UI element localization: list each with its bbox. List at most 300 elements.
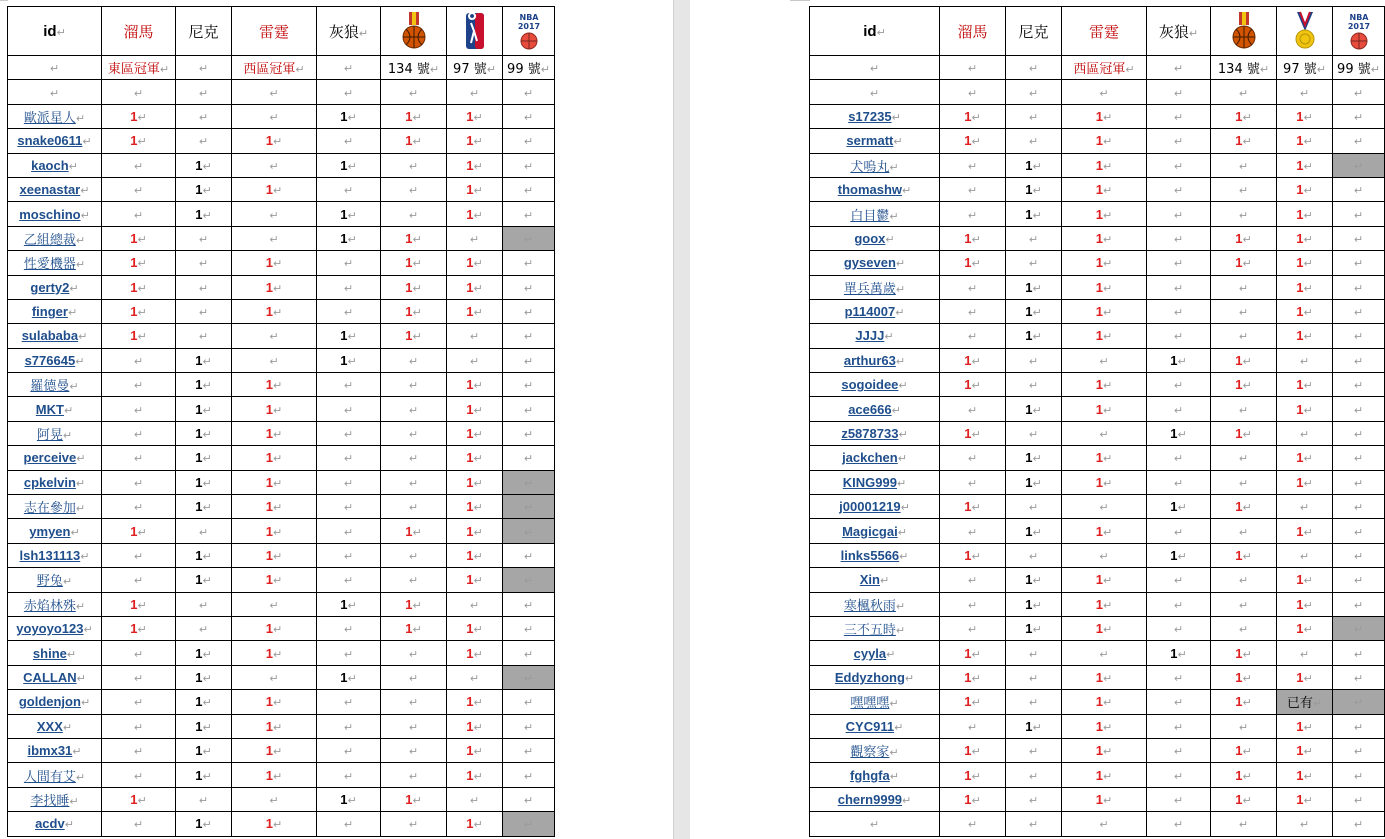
vote-cell[interactable] bbox=[176, 177, 232, 201]
vote-cell[interactable] bbox=[381, 348, 447, 372]
vote-cell[interactable] bbox=[1211, 324, 1277, 348]
vote-cell[interactable] bbox=[232, 470, 317, 494]
vote-cell[interactable] bbox=[503, 446, 555, 470]
vote-cell[interactable] bbox=[1006, 177, 1062, 201]
user-id-cell[interactable] bbox=[8, 665, 102, 689]
vote-cell[interactable] bbox=[1062, 641, 1147, 665]
vote-cell[interactable] bbox=[381, 812, 447, 836]
vote-cell[interactable] bbox=[1333, 738, 1385, 762]
vote-cell[interactable] bbox=[317, 592, 381, 616]
vote-cell[interactable] bbox=[1062, 177, 1147, 201]
vote-cell[interactable] bbox=[940, 251, 1006, 275]
vote-cell[interactable] bbox=[503, 738, 555, 762]
vote-cell[interactable] bbox=[381, 470, 447, 494]
vote-cell[interactable] bbox=[232, 104, 317, 128]
vote-cell[interactable] bbox=[1006, 251, 1062, 275]
vote-cell[interactable] bbox=[176, 519, 232, 543]
vote-cell[interactable] bbox=[176, 812, 232, 836]
vote-cell[interactable] bbox=[1006, 812, 1062, 836]
vote-cell[interactable] bbox=[176, 690, 232, 714]
vote-cell[interactable] bbox=[1062, 592, 1147, 616]
vote-cell[interactable] bbox=[1333, 421, 1385, 445]
vote-cell[interactable] bbox=[447, 568, 503, 592]
vote-cell[interactable] bbox=[503, 543, 555, 567]
user-id-cell[interactable] bbox=[8, 177, 102, 201]
vote-cell[interactable] bbox=[232, 275, 317, 299]
vote-cell[interactable] bbox=[447, 763, 503, 787]
vote-cell[interactable] bbox=[176, 787, 232, 811]
vote-cell[interactable] bbox=[317, 299, 381, 323]
vote-cell[interactable] bbox=[102, 373, 176, 397]
vote-cell[interactable] bbox=[102, 470, 176, 494]
vote-cell[interactable] bbox=[176, 129, 232, 153]
vote-cell[interactable] bbox=[1147, 226, 1211, 250]
vote-cell[interactable] bbox=[447, 616, 503, 640]
vote-cell[interactable] bbox=[1006, 397, 1062, 421]
vote-cell[interactable] bbox=[1147, 519, 1211, 543]
vote-cell[interactable] bbox=[1211, 690, 1277, 714]
user-id-cell[interactable] bbox=[810, 787, 940, 811]
user-id-cell[interactable] bbox=[810, 348, 940, 372]
vote-cell[interactable] bbox=[503, 251, 555, 275]
vote-cell[interactable] bbox=[176, 299, 232, 323]
prediction-table-left[interactable] bbox=[7, 6, 555, 837]
user-id-cell[interactable] bbox=[8, 397, 102, 421]
vote-cell[interactable] bbox=[1333, 153, 1385, 177]
vote-cell[interactable] bbox=[447, 80, 503, 104]
user-id-cell[interactable] bbox=[8, 787, 102, 811]
vote-cell[interactable] bbox=[1333, 665, 1385, 689]
vote-cell[interactable] bbox=[176, 421, 232, 445]
vote-cell[interactable] bbox=[1062, 812, 1147, 836]
user-id-cell[interactable] bbox=[810, 738, 940, 762]
vote-cell[interactable] bbox=[503, 690, 555, 714]
vote-cell[interactable] bbox=[317, 421, 381, 445]
vote-cell[interactable] bbox=[1147, 812, 1211, 836]
vote-cell[interactable] bbox=[232, 226, 317, 250]
user-id-cell[interactable] bbox=[8, 592, 102, 616]
vote-cell[interactable] bbox=[232, 714, 317, 738]
vote-cell[interactable] bbox=[102, 324, 176, 348]
vote-cell[interactable] bbox=[447, 202, 503, 226]
vote-cell[interactable] bbox=[1211, 812, 1277, 836]
vote-cell[interactable] bbox=[447, 324, 503, 348]
vote-cell[interactable] bbox=[381, 202, 447, 226]
vote-cell[interactable] bbox=[1277, 373, 1333, 397]
user-id-cell[interactable] bbox=[810, 275, 940, 299]
vote-cell[interactable] bbox=[1062, 348, 1147, 372]
vote-cell[interactable] bbox=[176, 763, 232, 787]
vote-cell[interactable] bbox=[1062, 714, 1147, 738]
vote-cell[interactable] bbox=[381, 251, 447, 275]
user-id-cell[interactable] bbox=[8, 226, 102, 250]
vote-cell[interactable] bbox=[503, 421, 555, 445]
user-id-cell[interactable] bbox=[810, 129, 940, 153]
vote-cell[interactable] bbox=[940, 665, 1006, 689]
vote-cell[interactable] bbox=[381, 568, 447, 592]
prediction-table-right[interactable] bbox=[809, 6, 1385, 837]
vote-cell[interactable] bbox=[317, 275, 381, 299]
vote-cell[interactable] bbox=[1277, 129, 1333, 153]
vote-cell[interactable] bbox=[940, 80, 1006, 104]
vote-cell[interactable] bbox=[1147, 421, 1211, 445]
vote-cell[interactable] bbox=[1062, 470, 1147, 494]
vote-cell[interactable] bbox=[381, 226, 447, 250]
user-id-cell[interactable] bbox=[810, 177, 940, 201]
vote-cell[interactable] bbox=[102, 251, 176, 275]
vote-cell[interactable] bbox=[317, 763, 381, 787]
vote-cell[interactable] bbox=[232, 153, 317, 177]
vote-cell[interactable] bbox=[381, 543, 447, 567]
user-id-cell[interactable] bbox=[8, 641, 102, 665]
vote-cell[interactable] bbox=[447, 104, 503, 128]
vote-cell[interactable] bbox=[176, 568, 232, 592]
vote-cell[interactable] bbox=[232, 129, 317, 153]
vote-cell[interactable] bbox=[940, 275, 1006, 299]
vote-cell[interactable] bbox=[1062, 202, 1147, 226]
user-id-cell[interactable] bbox=[8, 714, 102, 738]
vote-cell[interactable] bbox=[381, 177, 447, 201]
vote-cell[interactable] bbox=[940, 446, 1006, 470]
vote-cell[interactable] bbox=[176, 153, 232, 177]
vote-cell[interactable] bbox=[1277, 495, 1333, 519]
vote-cell[interactable] bbox=[940, 738, 1006, 762]
vote-cell[interactable] bbox=[1062, 397, 1147, 421]
vote-cell[interactable] bbox=[940, 763, 1006, 787]
vote-cell[interactable] bbox=[1277, 446, 1333, 470]
vote-cell[interactable] bbox=[1006, 324, 1062, 348]
user-id-cell[interactable] bbox=[8, 202, 102, 226]
vote-cell[interactable] bbox=[503, 470, 555, 494]
vote-cell[interactable] bbox=[1277, 80, 1333, 104]
vote-cell[interactable] bbox=[1062, 299, 1147, 323]
vote-cell[interactable] bbox=[232, 568, 317, 592]
vote-cell[interactable] bbox=[1211, 80, 1277, 104]
vote-cell[interactable] bbox=[232, 324, 317, 348]
vote-cell[interactable] bbox=[381, 690, 447, 714]
vote-cell[interactable] bbox=[940, 519, 1006, 543]
vote-cell[interactable] bbox=[1277, 104, 1333, 128]
vote-cell[interactable] bbox=[1006, 421, 1062, 445]
vote-cell[interactable] bbox=[317, 153, 381, 177]
vote-cell[interactable] bbox=[102, 397, 176, 421]
vote-cell[interactable] bbox=[1147, 714, 1211, 738]
vote-cell[interactable] bbox=[1147, 592, 1211, 616]
vote-cell[interactable] bbox=[940, 592, 1006, 616]
vote-cell[interactable] bbox=[940, 104, 1006, 128]
vote-cell[interactable] bbox=[940, 299, 1006, 323]
user-id-cell[interactable] bbox=[810, 690, 940, 714]
vote-cell[interactable] bbox=[1277, 421, 1333, 445]
user-id-cell[interactable] bbox=[8, 421, 102, 445]
vote-cell[interactable] bbox=[1333, 641, 1385, 665]
vote-cell[interactable] bbox=[1147, 153, 1211, 177]
vote-cell[interactable] bbox=[1211, 348, 1277, 372]
vote-cell[interactable] bbox=[1062, 690, 1147, 714]
vote-cell[interactable] bbox=[1147, 129, 1211, 153]
vote-cell[interactable] bbox=[503, 202, 555, 226]
vote-cell[interactable] bbox=[447, 714, 503, 738]
vote-cell[interactable] bbox=[317, 738, 381, 762]
vote-cell[interactable] bbox=[176, 738, 232, 762]
vote-cell[interactable] bbox=[940, 348, 1006, 372]
vote-cell[interactable] bbox=[176, 543, 232, 567]
vote-cell[interactable] bbox=[176, 348, 232, 372]
user-id-cell[interactable] bbox=[810, 519, 940, 543]
vote-cell[interactable] bbox=[1147, 641, 1211, 665]
vote-cell[interactable] bbox=[1211, 787, 1277, 811]
vote-cell[interactable] bbox=[503, 80, 555, 104]
vote-cell[interactable] bbox=[102, 616, 176, 640]
vote-cell[interactable] bbox=[1277, 568, 1333, 592]
vote-cell[interactable] bbox=[232, 373, 317, 397]
vote-cell[interactable] bbox=[1211, 397, 1277, 421]
vote-cell[interactable] bbox=[1333, 299, 1385, 323]
vote-cell[interactable] bbox=[176, 251, 232, 275]
vote-cell[interactable] bbox=[503, 763, 555, 787]
vote-cell[interactable] bbox=[503, 714, 555, 738]
vote-cell[interactable] bbox=[1277, 226, 1333, 250]
vote-cell[interactable] bbox=[1333, 80, 1385, 104]
vote-cell[interactable] bbox=[232, 80, 317, 104]
vote-cell[interactable] bbox=[1006, 275, 1062, 299]
user-id-cell[interactable] bbox=[810, 251, 940, 275]
vote-cell[interactable] bbox=[1147, 568, 1211, 592]
vote-cell[interactable] bbox=[381, 763, 447, 787]
vote-cell[interactable] bbox=[317, 543, 381, 567]
vote-cell[interactable] bbox=[381, 129, 447, 153]
vote-cell[interactable] bbox=[317, 787, 381, 811]
vote-cell[interactable] bbox=[1333, 495, 1385, 519]
vote-cell[interactable] bbox=[232, 421, 317, 445]
vote-cell[interactable] bbox=[1333, 348, 1385, 372]
vote-cell[interactable] bbox=[232, 202, 317, 226]
vote-cell[interactable] bbox=[1006, 129, 1062, 153]
vote-cell[interactable] bbox=[381, 373, 447, 397]
vote-cell[interactable] bbox=[102, 446, 176, 470]
vote-cell[interactable] bbox=[503, 397, 555, 421]
vote-cell[interactable] bbox=[447, 251, 503, 275]
vote-cell[interactable] bbox=[1062, 153, 1147, 177]
vote-cell[interactable] bbox=[1277, 763, 1333, 787]
user-id-cell[interactable] bbox=[8, 470, 102, 494]
user-id-cell[interactable] bbox=[810, 397, 940, 421]
vote-cell[interactable] bbox=[503, 373, 555, 397]
vote-cell[interactable] bbox=[1062, 738, 1147, 762]
user-id-cell[interactable] bbox=[810, 446, 940, 470]
user-id-cell[interactable] bbox=[8, 495, 102, 519]
vote-cell[interactable] bbox=[381, 446, 447, 470]
vote-cell[interactable] bbox=[940, 324, 1006, 348]
vote-cell[interactable] bbox=[317, 80, 381, 104]
vote-cell[interactable] bbox=[1333, 129, 1385, 153]
vote-cell[interactable] bbox=[940, 202, 1006, 226]
vote-cell[interactable] bbox=[940, 787, 1006, 811]
vote-cell[interactable] bbox=[1211, 763, 1277, 787]
vote-cell[interactable] bbox=[381, 641, 447, 665]
vote-cell[interactable] bbox=[232, 348, 317, 372]
vote-cell[interactable] bbox=[1006, 690, 1062, 714]
vote-cell[interactable] bbox=[940, 373, 1006, 397]
user-id-cell[interactable] bbox=[810, 226, 940, 250]
vote-cell[interactable] bbox=[447, 226, 503, 250]
vote-cell[interactable] bbox=[317, 568, 381, 592]
vote-cell[interactable] bbox=[1147, 299, 1211, 323]
vote-cell[interactable] bbox=[102, 421, 176, 445]
vote-cell[interactable] bbox=[102, 177, 176, 201]
vote-cell[interactable] bbox=[317, 348, 381, 372]
vote-cell[interactable] bbox=[1277, 348, 1333, 372]
vote-cell[interactable] bbox=[1211, 641, 1277, 665]
vote-cell[interactable] bbox=[503, 226, 555, 250]
vote-cell[interactable] bbox=[232, 616, 317, 640]
user-id-cell[interactable] bbox=[8, 690, 102, 714]
vote-cell[interactable] bbox=[503, 324, 555, 348]
user-id-cell[interactable] bbox=[810, 299, 940, 323]
vote-cell[interactable] bbox=[503, 787, 555, 811]
vote-cell[interactable] bbox=[1062, 543, 1147, 567]
vote-cell[interactable] bbox=[1147, 397, 1211, 421]
vote-cell[interactable] bbox=[1277, 519, 1333, 543]
vote-cell[interactable] bbox=[1062, 568, 1147, 592]
vote-cell[interactable] bbox=[503, 568, 555, 592]
vote-cell[interactable] bbox=[447, 592, 503, 616]
vote-cell[interactable] bbox=[1277, 470, 1333, 494]
vote-cell[interactable] bbox=[317, 226, 381, 250]
vote-cell[interactable] bbox=[1277, 153, 1333, 177]
vote-cell[interactable] bbox=[176, 104, 232, 128]
user-id-cell[interactable] bbox=[8, 299, 102, 323]
vote-cell[interactable] bbox=[232, 592, 317, 616]
vote-cell[interactable] bbox=[102, 592, 176, 616]
vote-cell[interactable] bbox=[447, 738, 503, 762]
vote-cell[interactable] bbox=[102, 714, 176, 738]
vote-cell[interactable] bbox=[317, 519, 381, 543]
vote-cell[interactable] bbox=[102, 665, 176, 689]
vote-cell[interactable] bbox=[1211, 373, 1277, 397]
vote-cell[interactable] bbox=[1006, 787, 1062, 811]
vote-cell[interactable] bbox=[232, 641, 317, 665]
vote-cell[interactable] bbox=[1147, 690, 1211, 714]
vote-cell[interactable] bbox=[1277, 299, 1333, 323]
vote-cell[interactable] bbox=[232, 251, 317, 275]
vote-cell[interactable] bbox=[1147, 738, 1211, 762]
user-id-cell[interactable] bbox=[810, 373, 940, 397]
vote-cell[interactable] bbox=[503, 177, 555, 201]
vote-cell[interactable] bbox=[1277, 641, 1333, 665]
vote-cell[interactable] bbox=[102, 641, 176, 665]
vote-cell[interactable] bbox=[317, 495, 381, 519]
vote-cell[interactable] bbox=[102, 202, 176, 226]
vote-cell[interactable] bbox=[1147, 251, 1211, 275]
vote-cell[interactable] bbox=[176, 641, 232, 665]
vote-cell[interactable] bbox=[176, 446, 232, 470]
vote-cell[interactable] bbox=[1147, 665, 1211, 689]
vote-cell[interactable] bbox=[1333, 397, 1385, 421]
vote-cell[interactable] bbox=[1147, 543, 1211, 567]
vote-cell[interactable] bbox=[232, 787, 317, 811]
vote-cell[interactable] bbox=[447, 153, 503, 177]
user-id-cell[interactable] bbox=[810, 641, 940, 665]
vote-cell[interactable] bbox=[940, 129, 1006, 153]
vote-cell[interactable] bbox=[1147, 787, 1211, 811]
vote-cell[interactable] bbox=[1333, 568, 1385, 592]
vote-cell[interactable] bbox=[447, 348, 503, 372]
vote-cell[interactable] bbox=[1333, 104, 1385, 128]
vote-cell[interactable] bbox=[381, 421, 447, 445]
vote-cell[interactable] bbox=[1211, 177, 1277, 201]
vote-cell[interactable] bbox=[940, 177, 1006, 201]
vote-cell[interactable] bbox=[317, 397, 381, 421]
vote-cell[interactable] bbox=[1006, 592, 1062, 616]
vote-cell[interactable] bbox=[1147, 324, 1211, 348]
vote-cell[interactable] bbox=[1333, 543, 1385, 567]
vote-cell[interactable] bbox=[1277, 812, 1333, 836]
vote-cell[interactable] bbox=[1333, 446, 1385, 470]
vote-cell[interactable] bbox=[102, 348, 176, 372]
vote-cell[interactable] bbox=[1062, 324, 1147, 348]
vote-cell[interactable] bbox=[1333, 202, 1385, 226]
user-id-cell[interactable] bbox=[810, 714, 940, 738]
user-id-cell[interactable] bbox=[8, 129, 102, 153]
vote-cell[interactable] bbox=[1211, 519, 1277, 543]
vote-cell[interactable] bbox=[1006, 519, 1062, 543]
vote-cell[interactable] bbox=[381, 495, 447, 519]
vote-cell[interactable] bbox=[503, 641, 555, 665]
vote-cell[interactable] bbox=[1062, 104, 1147, 128]
user-id-cell[interactable] bbox=[8, 519, 102, 543]
vote-cell[interactable] bbox=[1277, 543, 1333, 567]
vote-cell[interactable] bbox=[940, 714, 1006, 738]
vote-cell[interactable] bbox=[102, 495, 176, 519]
user-id-cell[interactable] bbox=[810, 665, 940, 689]
vote-cell[interactable] bbox=[1062, 251, 1147, 275]
vote-cell[interactable] bbox=[1333, 177, 1385, 201]
vote-cell[interactable] bbox=[1006, 202, 1062, 226]
vote-cell[interactable] bbox=[232, 495, 317, 519]
vote-cell[interactable] bbox=[1333, 373, 1385, 397]
vote-cell[interactable] bbox=[447, 665, 503, 689]
vote-cell[interactable] bbox=[232, 446, 317, 470]
vote-cell[interactable] bbox=[940, 397, 1006, 421]
vote-cell[interactable] bbox=[1333, 787, 1385, 811]
vote-cell[interactable] bbox=[1006, 738, 1062, 762]
vote-cell[interactable] bbox=[447, 129, 503, 153]
vote-cell[interactable] bbox=[1062, 665, 1147, 689]
vote-cell[interactable] bbox=[381, 519, 447, 543]
vote-cell[interactable] bbox=[381, 665, 447, 689]
vote-cell[interactable] bbox=[1147, 80, 1211, 104]
vote-cell[interactable] bbox=[102, 104, 176, 128]
vote-cell[interactable] bbox=[447, 446, 503, 470]
vote-cell[interactable] bbox=[447, 299, 503, 323]
vote-cell[interactable] bbox=[447, 470, 503, 494]
vote-cell[interactable] bbox=[1006, 763, 1062, 787]
vote-cell[interactable] bbox=[1333, 616, 1385, 640]
vote-cell[interactable] bbox=[1062, 421, 1147, 445]
vote-cell[interactable] bbox=[940, 812, 1006, 836]
vote-cell[interactable] bbox=[1062, 446, 1147, 470]
user-id-cell[interactable] bbox=[810, 324, 940, 348]
vote-cell[interactable] bbox=[1006, 665, 1062, 689]
vote-cell[interactable] bbox=[317, 129, 381, 153]
vote-cell[interactable] bbox=[1062, 787, 1147, 811]
vote-cell[interactable] bbox=[102, 738, 176, 762]
vote-cell[interactable] bbox=[1062, 275, 1147, 299]
vote-cell[interactable] bbox=[317, 202, 381, 226]
vote-cell[interactable] bbox=[1277, 690, 1333, 714]
vote-cell[interactable] bbox=[1006, 641, 1062, 665]
